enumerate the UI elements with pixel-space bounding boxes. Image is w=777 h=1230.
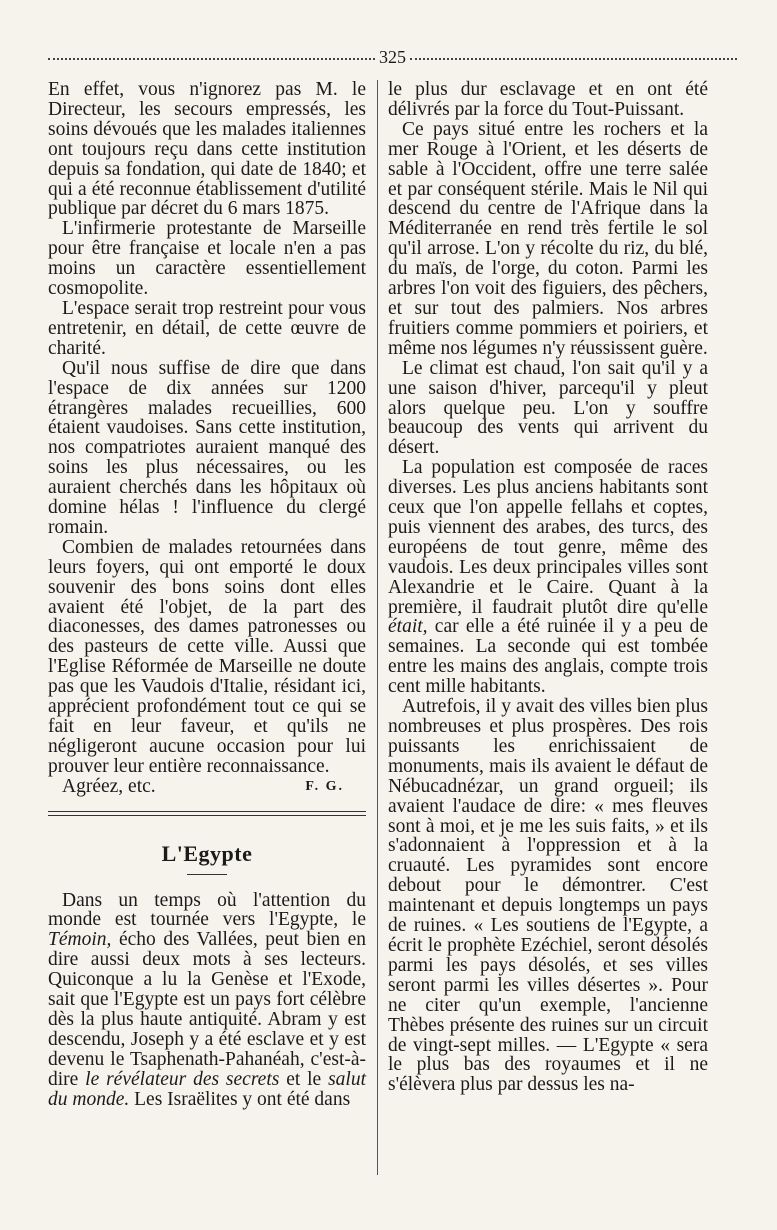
text-run: La population est composée de races diverses. Les plus anciens habitants sont ceux que l'on appelle fellahs et coptes, puis viennent des arabes, des turcs, des européens de tout genre, même des vaudois. Les deux principales villes sont Alexandrie et le Caire. Quant à la première, il faudrait plutôt dire qu'elle: [388, 457, 708, 618]
italic-text: salut du monde.: [48, 1068, 366, 1110]
paragraph: En effet, vous n'ignorez pas M. le Directeur, les secours empressés, les soins dévoués que les malades italiennes ont toujours reçu dans cette institution depuis sa fondation, qui date de 1840; et qui a été reconnue établissement d'utilité publique par décret du 6 mars 1875.: [48, 79, 366, 220]
closing-text: Agréez, etc.: [62, 775, 156, 797]
column-divider: [377, 80, 378, 1175]
text-run: Dans un temps où l'attention du monde est tournée vers l'Egypte, le: [48, 889, 366, 931]
italic-text: le révélateur des secrets: [85, 1068, 280, 1090]
paragraph: le plus dur esclavage et en ont été délivrés par la force du Tout-Puissant.: [388, 79, 708, 120]
paragraph: [48, 891, 366, 1110]
paragraph: Combien de malades retournées dans leurs foyers, qui ont emporté le doux souvenir des bons soins dont elles avaient été l'objet, de la part des diaconesses, des dames patronesses ou des pasteurs de cette ville. Aussi que l'Eglise Réformée de Marseille ne doute pas que les Vaudois d'Italie, résidant ici, apprécient profondément tout ce qui se fait en leur faveur, et qu'ils ne négligeront aucune occasion pour lui prouver leur entière reconnaissance.: [48, 536, 366, 777]
header-rule-right: [410, 58, 737, 62]
section-title: L'Egypte: [161, 840, 253, 866]
section-divider: [48, 811, 366, 816]
paragraph: [388, 458, 708, 697]
header-rule-left: [48, 58, 375, 62]
left-column: [48, 80, 366, 1110]
page-header: [48, 46, 737, 68]
paragraph: L'espace serait trop restreint pour vous entretenir, en détail, de cette œuvre de charité.: [48, 297, 366, 359]
text-run: Les Israëlites y ont été dans: [129, 1088, 351, 1110]
italic-text: était,: [388, 616, 428, 638]
right-column: [388, 80, 708, 1095]
text-run: écho des Vallées, peut bien en dire aussi deux mots à ses lecteurs. Quiconque a lu la Genèse et l'Exode, sait que l'Egypte est un pays fort célèbre dès la plus haute antiquité. Abram y est descendu, Joseph y a été esclave et y est devenu le Tsaphenath-Pahanéah, c'est-à-dire: [48, 929, 366, 1090]
signature: F. G.: [305, 778, 344, 794]
paragraph: Le climat est chaud, l'on sait qu'il y a une saison d'hiver, parcequ'il y pleut alors quelque peu. L'on y souffre beaucoup des vents qui arrivent du désert.: [388, 357, 708, 459]
text-run: et le: [279, 1068, 329, 1090]
page-number: 325: [379, 46, 406, 67]
letter-closing: [48, 777, 366, 797]
paragraph: L'infirmerie protestante de Marseille pour être française et locale n'en a pas moins un caractère essentiellement cosmopolite.: [48, 218, 366, 300]
paragraph: Ce pays situé entre les rochers et la mer Rouge à l'Orient, et les déserts de sable à l'Occident, offre une terre salée et par conséquent stérile. Mais le Nil qui descend du centre de l'Afrique dans la Méditerranée en rend très fertile le sol qu'il arrose. L'on y récolte du riz, du blé, du maïs, de l'orge, du coton. Parmi les arbres l'on voit des figuiers, des pêchers, et sur tout des palmiers. Nos arbres fruitiers comme pommiers et poiriers, et même nos légumes n'y réussissent guère.: [388, 118, 708, 359]
title-underline: [187, 874, 227, 875]
italic-text: Témoin,: [48, 929, 112, 951]
paragraph: Qu'il nous suffise de dire que dans l'espace de dix années sur 1200 étrangères malades recueillies, 600 étaient vaudoises. Sans cette institution, nos compatriotes auraient manqué des soins les plus nécessaires, ou les auraient cherchés dans les hôpitaux où domine hélas ! l'influence du clergé romain.: [48, 357, 366, 538]
text-run: car elle a été ruinée il y a peu de semaines. La seconde qui est tombée entre les mains des anglais, compte trois cent mille habitants.: [388, 616, 708, 698]
paragraph: Autrefois, il y avait des villes bien plus nombreuses et plus prospères. Des rois puissants les enrichissaient de monuments, mais ils avaient le défaut de Nébucadnézar, un grand orgueil; ils avaient l'audace de dire: « mes fleuves sont à moi, et je me les suis faits, » et ils s'adonnaient à l'oppression et à la cruauté. Les pyramides sont encore debout pour le démontrer. C'est maintenant et depuis longtemps un pays de ruines. « Les soutiens de l'Egypte, a écrit le prophète Ezéchiel, seront désolés parmi les pays désolés, et ses villes seront parmi les villes désertes ». Pour ne citer qu'un exemple, l'ancienne Thèbes présente des ruines sur un circuit de vingt-sept milles. — L'Egypte « sera le plus bas des royaumes et il ne s'élèvera plus par dessus les na-: [388, 696, 708, 1096]
